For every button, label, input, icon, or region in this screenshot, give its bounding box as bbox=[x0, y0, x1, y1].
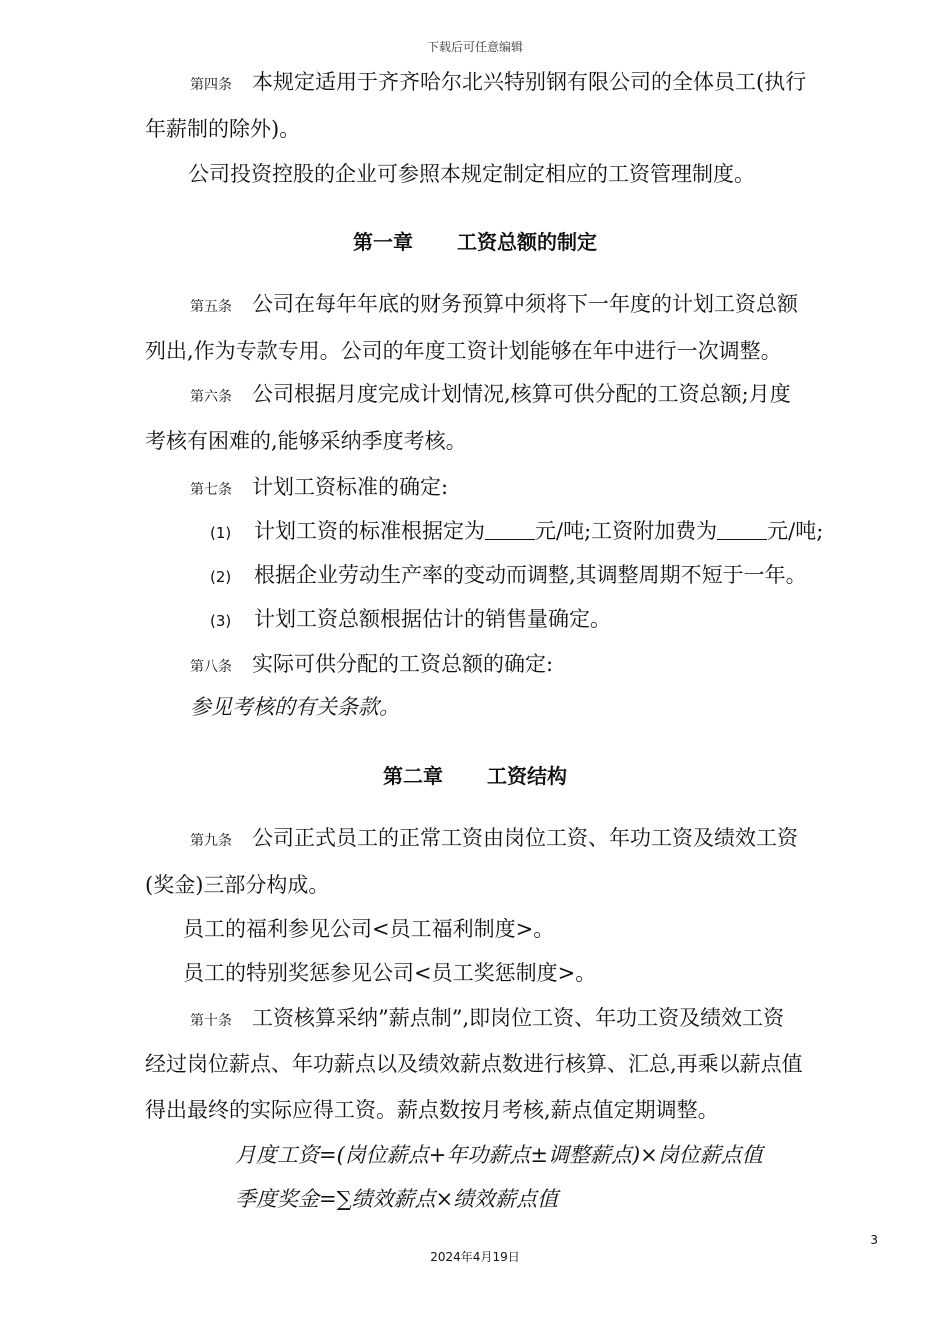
article-5-text-1: 公司在每年年底的财务预算中须将下一年度的计划工资总额 bbox=[252, 292, 798, 316]
footer-date: 2024年4月19日 bbox=[430, 1250, 520, 1264]
article-9-tag: 第九条 bbox=[190, 833, 232, 849]
article-9-line-2: (奖金)三部分构成。 bbox=[145, 873, 330, 897]
item-1-text-b: 元/吨;工资附加费为 bbox=[535, 519, 718, 543]
article-8-text-1: 实际可供分配的工资总额的确定: bbox=[252, 652, 554, 676]
article-4-line-2: 年薪制的除外)。 bbox=[145, 117, 301, 141]
item-3-text: 计划工资总额根据估计的销售量确定。 bbox=[254, 607, 611, 631]
article-9-line-3: 员工的福利参见公司<员工福利制度>。 bbox=[183, 917, 555, 941]
chapter-1-number: 第一章 bbox=[353, 230, 413, 254]
chapter-2-number: 第二章 bbox=[383, 764, 443, 788]
article-8-line-2: 参见考核的有关条款。 bbox=[190, 695, 400, 719]
page-header: 下载后可任意编辑 bbox=[426, 40, 523, 54]
article-10-text-1: 工资核算采纳”薪点制”,即岗位工资、年功工资及绩效工资 bbox=[252, 1006, 785, 1030]
article-9-line-4: 员工的特别奖惩参见公司<员工奖惩制度>。 bbox=[183, 961, 597, 985]
chapter-1-heading bbox=[0, 226, 950, 255]
item-1-text-a: 计划工资的标准根据定为 bbox=[254, 519, 485, 543]
article-7-item-3 bbox=[210, 605, 611, 635]
article-6-line-2: 考核有困难的,能够采纳季度考核。 bbox=[145, 429, 467, 453]
fill-in-blank bbox=[717, 519, 767, 540]
article-8-tag: 第八条 bbox=[190, 659, 232, 675]
item-number: (1) bbox=[210, 524, 232, 542]
chapter-2-heading bbox=[0, 760, 950, 789]
article-7-item-1 bbox=[210, 517, 823, 547]
article-9-line-1 bbox=[190, 824, 798, 855]
article-8-line-1 bbox=[190, 650, 553, 681]
article-10-line-2: 经过岗位薪点、年功薪点以及绩效薪点数进行核算、汇总,再乘以薪点值 bbox=[145, 1052, 803, 1076]
article-5-line-2: 列出,作为专款专用。公司的年度工资计划能够在年中进行一次调整。 bbox=[145, 339, 782, 363]
article-7-text-1: 计划工资标准的确定: bbox=[252, 475, 449, 499]
article-4-tag: 第四条 bbox=[190, 77, 232, 93]
article-7-line-1 bbox=[190, 473, 448, 504]
article-7-tag: 第七条 bbox=[190, 482, 232, 498]
article-4-text-1: 本规定适用于齐齐哈尔北兴特别钢有限公司的全体员工(执行 bbox=[252, 70, 807, 94]
article-5-line-1 bbox=[190, 290, 798, 321]
article-4-line-3: 公司投资控股的企业可参照本规定制定相应的工资管理制度。 bbox=[188, 162, 755, 186]
chapter-2-title: 工资结构 bbox=[487, 764, 567, 788]
item-1-text-c: 元/吨; bbox=[767, 519, 824, 543]
article-6-tag: 第六条 bbox=[190, 389, 232, 405]
article-6-text-1: 公司根据月度完成计划情况,核算可供分配的工资总额;月度 bbox=[252, 382, 791, 406]
item-number: (2) bbox=[210, 568, 232, 586]
article-10-tag: 第十条 bbox=[190, 1013, 232, 1029]
fill-in-blank bbox=[485, 519, 535, 540]
formula-quarterly-bonus: 季度奖金=∑绩效薪点×绩效薪点值 bbox=[235, 1187, 559, 1211]
formula-monthly-wage: 月度工资=(岗位薪点+年功薪点±调整薪点)×岗位薪点值 bbox=[235, 1143, 763, 1167]
page-number: 3 bbox=[870, 1233, 878, 1247]
item-2-text: 根据企业劳动生产率的变动而调整,其调整周期不短于一年。 bbox=[254, 563, 807, 587]
article-6-line-1 bbox=[190, 380, 791, 411]
item-number: (3) bbox=[210, 612, 232, 630]
article-5-tag: 第五条 bbox=[190, 299, 232, 315]
article-7-item-2 bbox=[210, 561, 807, 591]
article-10-line-3: 得出最终的实际应得工资。薪点数按月考核,薪点值定期调整。 bbox=[145, 1098, 719, 1122]
article-9-text-1: 公司正式员工的正常工资由岗位工资、年功工资及绩效工资 bbox=[252, 826, 798, 850]
chapter-1-title: 工资总额的制定 bbox=[457, 230, 597, 254]
article-4-line-1 bbox=[190, 68, 806, 99]
article-10-line-1 bbox=[190, 1004, 784, 1035]
